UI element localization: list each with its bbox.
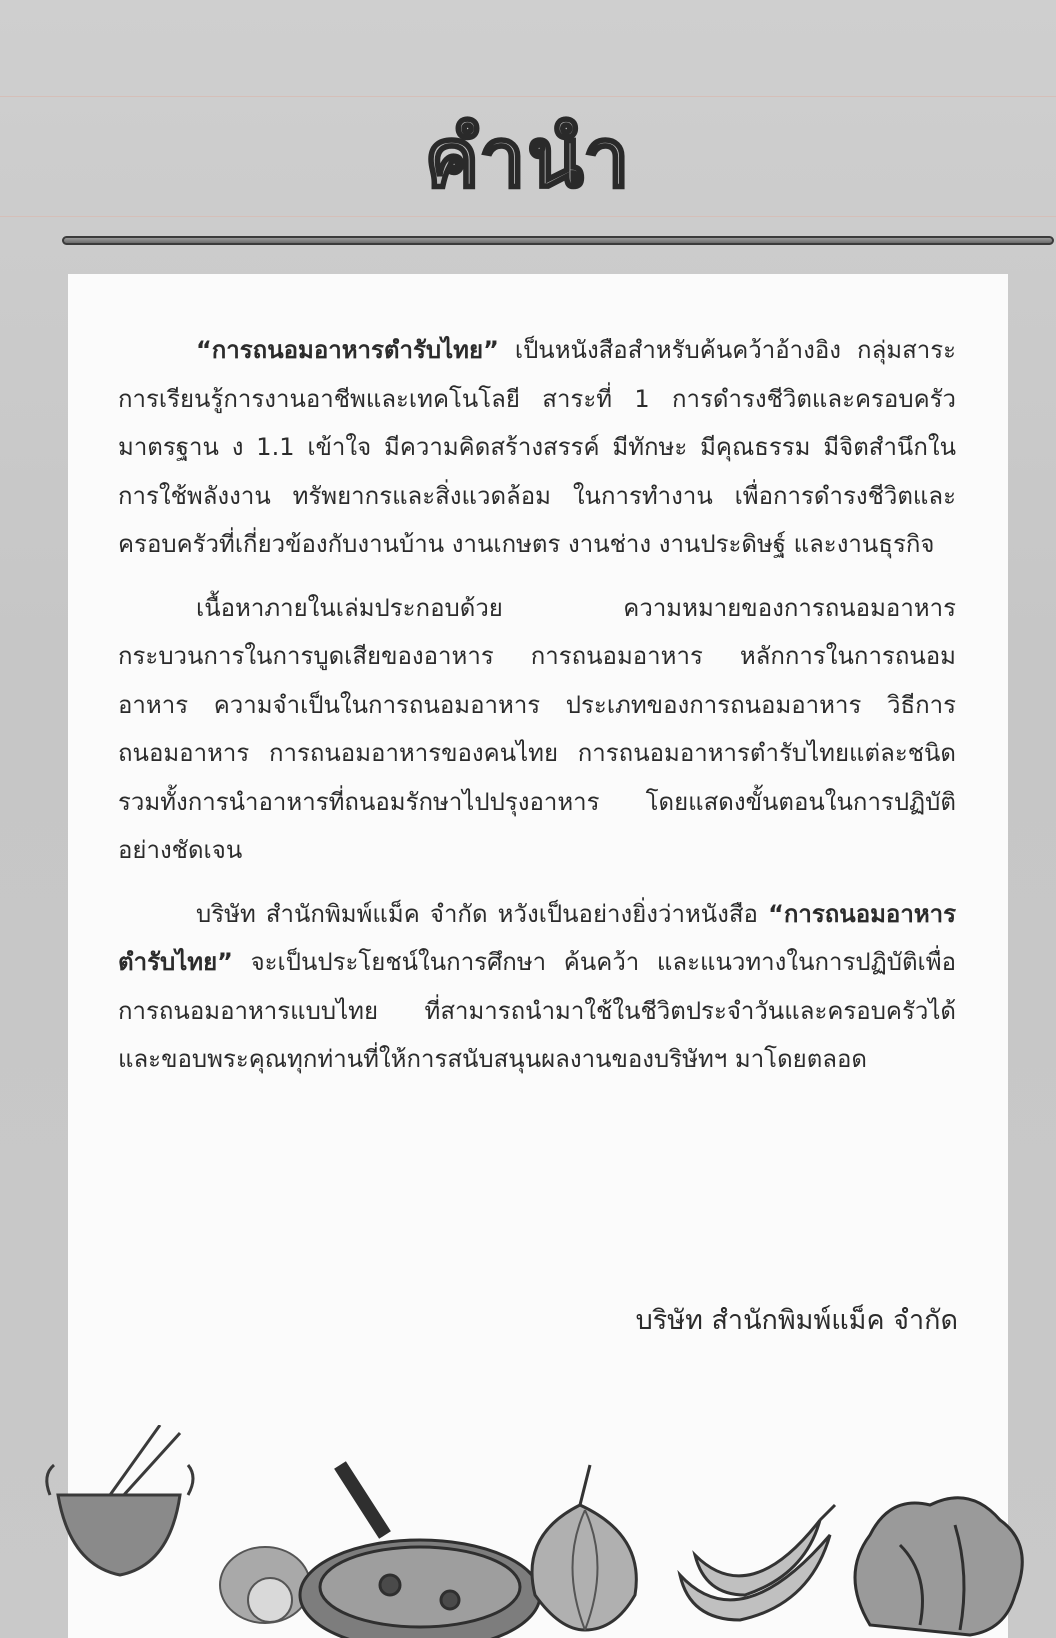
food-illustration-strip <box>40 1425 1056 1638</box>
ruled-line <box>0 216 1056 217</box>
title-divider-bar <box>62 236 1054 245</box>
page-title: คำนำ <box>424 111 632 206</box>
bowl-with-chopsticks-icon <box>47 1425 193 1575</box>
paragraph-2 <box>118 584 956 875</box>
book-title-bold: “การถนอมอาหารตำรับไทย” <box>118 899 956 976</box>
frying-pan-icon <box>300 1465 540 1638</box>
publisher-signature: บริษัท สำนักพิมพ์แม็ค จำกัด <box>635 1305 958 1336</box>
lettuce-icon <box>855 1498 1022 1635</box>
paragraph-1-text: เป็นหนังสือสำหรับค้นคว้าอ้างอิง กลุ่มสาระการเรียนรู้การงานอาชีพและเทคโนโลยี สาระที่ 1 การดำรงชีวิตและครอบครัว มาตรฐาน ง 1.1 เข้าใจ มีความคิดสร้างสรรค์ มีทักษะ มีคุณธรรม มีจิตสำนึกในการใช้พลังงาน ทรัพยากรและสิ่งแวดล้อม ในการทำงาน เพื่อการดำรงชีวิตและครอบครัวที่เกี่ยวข้องกับงานบ้าน งานเกษตร งานช่าง งานประดิษฐ์ และงานธุรกิจ <box>118 336 956 558</box>
paragraph-3-text-after: จะเป็นประโยชน์ในการศึกษา ค้นคว้า และแนวทางในการปฏิบัติเพื่อการถนอมอาหารแบบไทย ที่สามารถนำมาใช้ในชีวิตประจำวันและครอบครัวได้ และขอบพระคุณทุกท่านที่ให้การสนับสนุนผลงานของบริษัทฯ มาโดยตลอด <box>118 948 956 1073</box>
paragraph-3-text-before: บริษัท สำนักพิมพ์แม็ค จำกัด หวังเป็นอย่างยิ่งว่าหนังสือ <box>196 899 769 928</box>
onion-icon <box>532 1465 636 1630</box>
ruled-line <box>0 96 1056 97</box>
book-title-bold: “การถนอมอาหารตำรับไทย” <box>196 336 499 364</box>
paragraph-1 <box>118 326 956 569</box>
paragraph-2-text: เนื้อหาภายในเล่มประกอบด้วย ความหมายของการถนอมอาหาร กระบวนการในการบูดเสียของอาหาร การถนอมอาหาร หลักการในการถนอมอาหาร ความจำเป็นในการถนอมอาหาร ประเภทของการถนอมอาหาร วิธีการถนอมอาหาร การถนอมอาหารของคนไทย การถนอมอาหารตำรับไทยแต่ละชนิด รวมทั้งการนำอาหารที่ถนอมรักษาไปปรุงอาหาร โดยแสดงขั้นตอนในการปฏิบัติอย่างชัดเจน <box>118 593 956 864</box>
preface-body <box>118 326 956 1099</box>
banana-icon <box>680 1505 835 1620</box>
lemon-icon <box>220 1547 310 1623</box>
paragraph-3 <box>118 890 956 1084</box>
